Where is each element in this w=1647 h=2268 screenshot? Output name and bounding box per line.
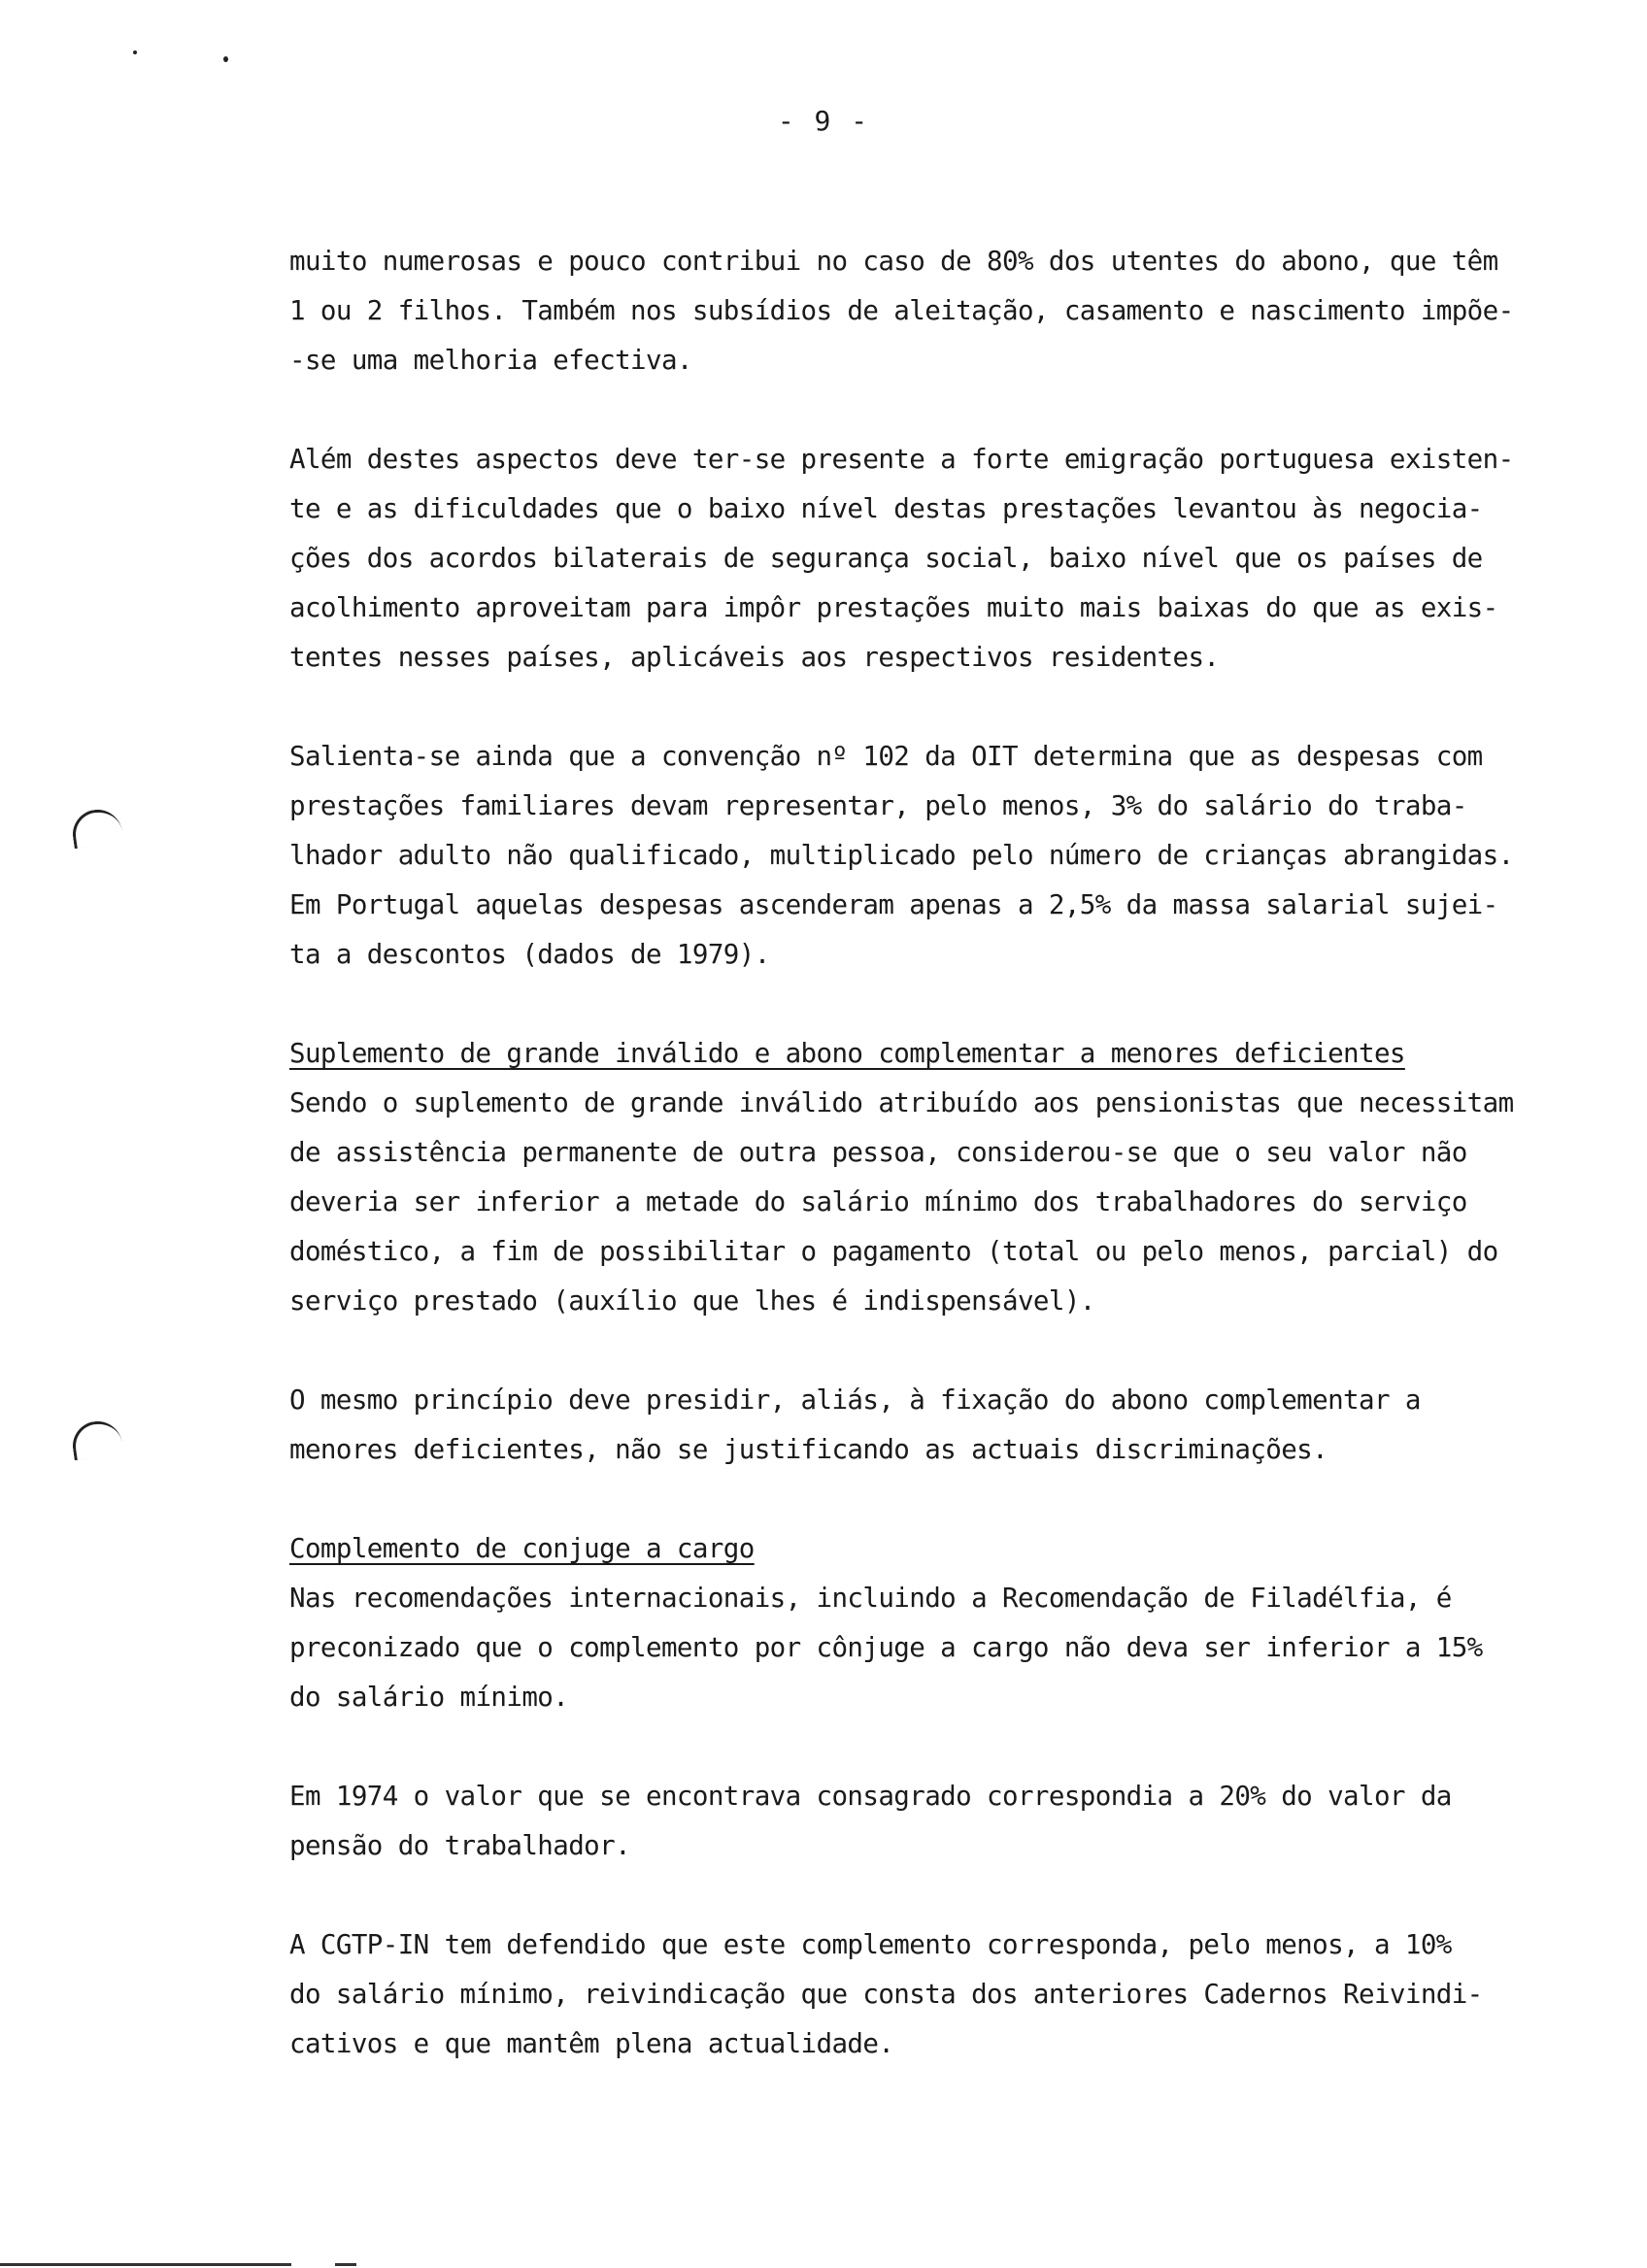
- section-heading: Complemento de conjuge a cargo: [289, 1533, 755, 1564]
- text-line: serviço prestado (auxílio que lhes é indispensável).: [289, 1285, 1095, 1317]
- section-heading: Suplemento de grande inválido e abono complementar a menores deficientes: [289, 1038, 1405, 1069]
- bottom-rule: [335, 2263, 356, 2266]
- text-line: deveria ser inferior a metade do salário mínimo dos trabalhadores do serviço: [289, 1186, 1467, 1217]
- text-line: preconizado que o complemento por cônjuge a cargo não deva ser inferior a 15%: [289, 1632, 1483, 1663]
- text-line: acolhimento aproveitam para impôr prestações muito mais baixas do que as exis-: [289, 592, 1498, 623]
- text-line: Nas recomendações internacionais, incluindo a Recomendação de Filadélfia, é: [289, 1583, 1452, 1614]
- text-line: menores deficientes, não se justificando as actuais discriminações.: [289, 1434, 1328, 1465]
- text-line: Salienta-se ainda que a convenção nº 102 da OIT determina que as despesas com: [289, 741, 1483, 772]
- body-text: [289, 237, 1596, 2069]
- text-line: O mesmo princípio deve presidir, aliás, à fixação do abono complementar a: [289, 1384, 1421, 1416]
- section: [289, 1029, 1596, 1326]
- paragraph: [289, 1772, 1596, 1871]
- text-line: Além destes aspectos deve ter-se presente a forte emigração portuguesa existen-: [289, 444, 1514, 475]
- punch-hole-mark: [70, 807, 124, 850]
- text-line: 1 ou 2 filhos. Também nos subsídios de aleitação, casamento e nascimento impõe-: [289, 295, 1514, 326]
- text-line: pensão do trabalhador.: [289, 1830, 631, 1861]
- text-line: do salário mínimo.: [289, 1682, 569, 1713]
- paragraph: [289, 237, 1596, 385]
- text-line: cativos e que mantêm plena actualidade.: [289, 2028, 894, 2059]
- section: [289, 1524, 1596, 1722]
- text-line: lhador adulto não qualificado, multiplicado pelo número de crianças abrangidas.: [289, 840, 1514, 871]
- text-line: do salário mínimo, reivindicação que consta dos anteriores Cadernos Reivindi-: [289, 1979, 1483, 2010]
- page-number: - 9 -: [777, 105, 870, 137]
- text-line: ções dos acordos bilaterais de segurança social, baixo nível que os países de: [289, 543, 1483, 574]
- text-line: tentes nesses países, aplicáveis aos respectivos residentes.: [289, 642, 1220, 673]
- text-line: ta a descontos (dados de 1979).: [289, 939, 770, 970]
- paragraph: [289, 1920, 1596, 2069]
- text-line: de assistência permanente de outra pessoa, considerou-se que o seu valor não: [289, 1137, 1467, 1168]
- text-line: Sendo o suplemento de grande inválido atribuído aos pensionistas que necessitam: [289, 1087, 1514, 1118]
- text-line: te e as dificuldades que o baixo nível destas prestações levantou às negocia-: [289, 493, 1483, 524]
- bottom-rule: [0, 2263, 291, 2266]
- text-line: prestações familiares devam representar, pelo menos, 3% do salário do traba-: [289, 790, 1467, 821]
- paragraph: [289, 1376, 1596, 1475]
- paragraph: [289, 732, 1596, 980]
- punch-hole-mark: [70, 1418, 124, 1461]
- paragraph: [289, 435, 1596, 683]
- text-line: A CGTP-IN tem defendido que este complemento corresponda, pelo menos, a 10%: [289, 1929, 1452, 1960]
- text-line: muito numerosas e pouco contribui no caso de 80% dos utentes do abono, que têm: [289, 246, 1498, 277]
- scan-dot: [223, 56, 228, 62]
- text-line: Em 1974 o valor que se encontrava consagrado correspondia a 20% do valor da: [289, 1781, 1452, 1812]
- text-line: Em Portugal aquelas despesas ascenderam apenas a 2,5% da massa salarial sujei-: [289, 889, 1498, 920]
- text-line: doméstico, a fim de possibilitar o pagamento (total ou pelo menos, parcial) do: [289, 1236, 1498, 1267]
- scan-dot: [133, 50, 137, 54]
- text-line: -se uma melhoria efectiva.: [289, 345, 692, 376]
